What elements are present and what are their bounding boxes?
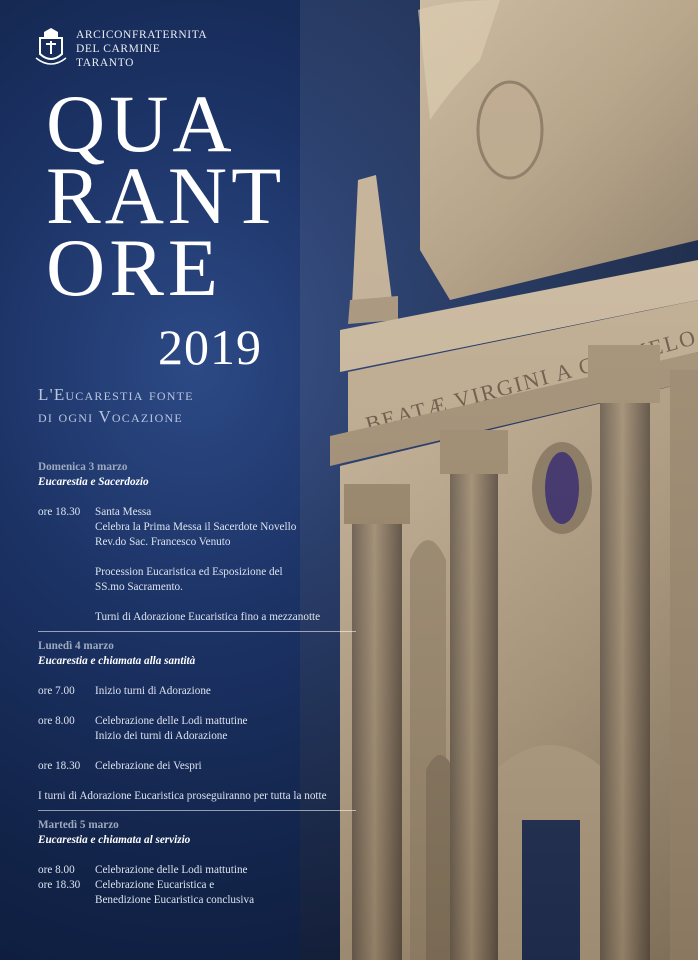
day-theme: Eucarestia e Sacerdozio xyxy=(38,476,149,488)
schedule-item xyxy=(38,878,368,893)
organization-line: TARANTO xyxy=(76,57,135,69)
item-text: Celebrazione dei Vespri xyxy=(95,760,202,772)
organization-header xyxy=(34,28,207,70)
program-schedule xyxy=(38,460,368,908)
day-heading: Lunedì 4 marzo xyxy=(38,640,114,652)
day-heading: Domenica 3 marzo xyxy=(38,461,128,473)
section-divider xyxy=(38,631,356,632)
item-time: ore 7.00 xyxy=(38,685,75,697)
day-note: I turni di Adorazione Eucaristica proseguiranno per tutta la notte xyxy=(38,790,327,802)
title-line: ORE xyxy=(46,222,222,313)
item-text: Benedizione Eucaristica conclusiva xyxy=(95,894,255,906)
item-text: Rev.do Sac. Francesco Venuto xyxy=(95,536,231,548)
item-time: ore 18.30 xyxy=(38,879,81,891)
day-heading: Martedì 5 marzo xyxy=(38,819,119,831)
day-theme: Eucarestia e chiamata al servizio xyxy=(38,834,191,846)
item-text: Santa Messa xyxy=(95,506,152,518)
poster-year: 2019 xyxy=(158,319,262,375)
item-text: Inizio turni di Adorazione xyxy=(95,685,211,697)
item-text: Procession Eucaristica ed Esposizione del xyxy=(95,566,283,578)
subtitle-line: di ogni Vocazione xyxy=(38,407,183,426)
title-line: RANT xyxy=(46,150,286,241)
section-divider xyxy=(38,810,356,811)
item-text: SS.mo Sacramento. xyxy=(95,581,183,593)
item-time: ore 18.30 xyxy=(38,506,81,518)
schedule-item xyxy=(38,759,368,774)
subtitle-line: L'Eucarestia fonte xyxy=(38,385,194,404)
schedule-item xyxy=(38,863,368,878)
item-text: Turni di Adorazione Eucaristica fino a mezzanotte xyxy=(95,611,321,623)
organization-name xyxy=(76,28,207,70)
item-text: Celebra la Prima Messa il Sacerdote Novello xyxy=(95,521,297,533)
item-text: Celebrazione delle Lodi mattutine xyxy=(95,864,248,876)
poster-title xyxy=(46,78,346,313)
title-line: QUA xyxy=(46,78,236,169)
organization-line: DEL CARMINE xyxy=(76,43,161,55)
item-text: Celebrazione delle Lodi mattutine xyxy=(95,715,248,727)
schedule-item xyxy=(38,684,368,699)
item-time: ore 8.00 xyxy=(38,715,75,727)
organization-line: ARCICONFRATERNITA xyxy=(76,29,208,41)
item-time: ore 8.00 xyxy=(38,864,75,876)
poster-subtitle xyxy=(38,384,194,428)
item-text: Inizio dei turni di Adorazione xyxy=(95,730,228,742)
schedule-item xyxy=(38,505,368,520)
item-text: Celebrazione Eucaristica e xyxy=(95,879,215,891)
confraternity-emblem-icon xyxy=(34,28,68,68)
day-theme: Eucarestia e chiamata alla santità xyxy=(38,655,196,667)
schedule-item xyxy=(38,714,368,729)
item-time: ore 18.30 xyxy=(38,760,81,772)
